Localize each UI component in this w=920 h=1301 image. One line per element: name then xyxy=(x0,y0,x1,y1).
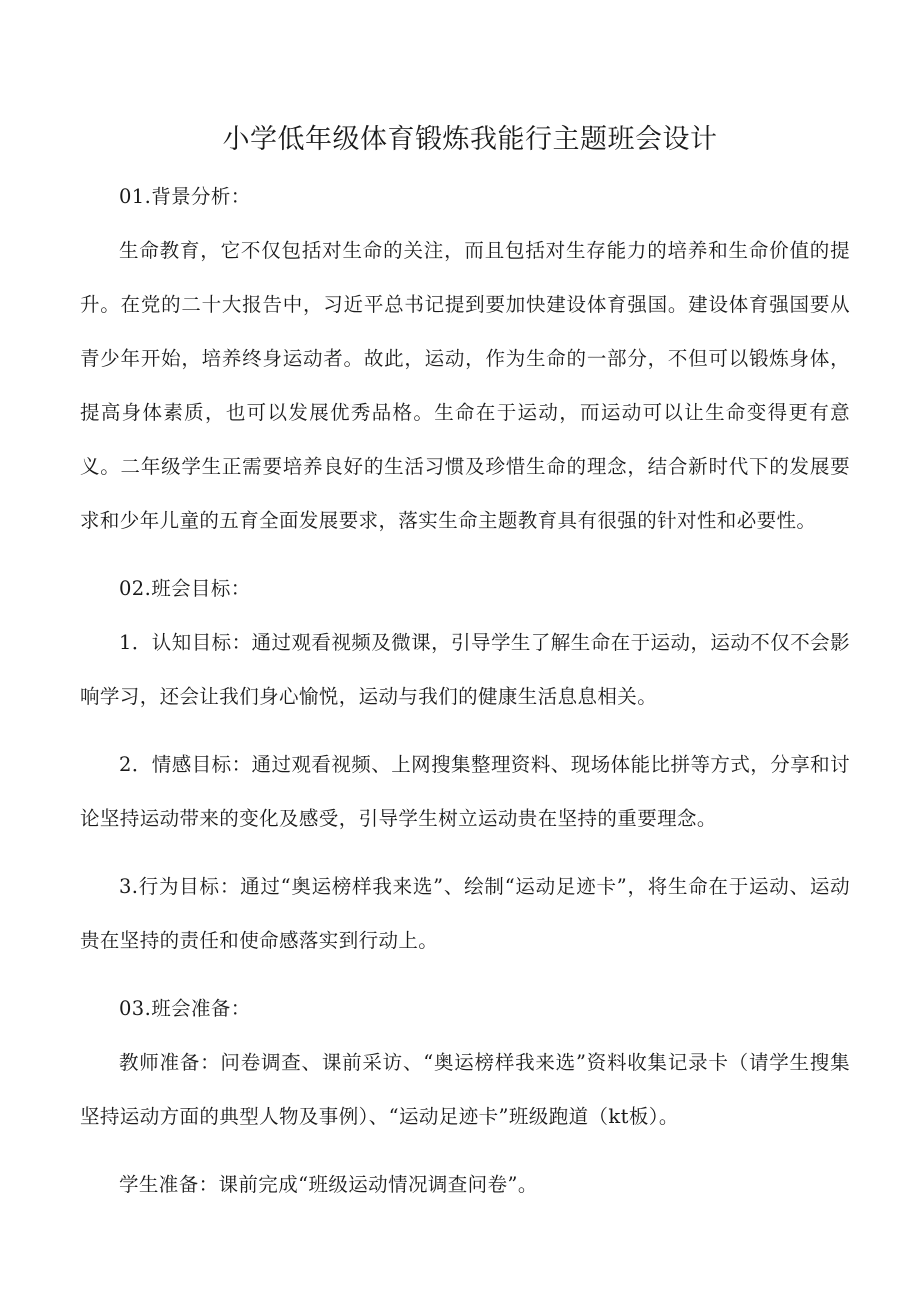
document-page xyxy=(80,118,850,1226)
document-title: 小学低年级体育锻炼我能行主题班会设计 xyxy=(222,124,718,155)
paragraph-teacher-preparation: 教师准备：问卷调查、课前采访、“奥运榜样我来选”资料收集记录卡（请学生搜集坚持运动方面的典型人物及事例）、“运动足迹卡”班级跑道（kt板）。 xyxy=(80,1051,850,1128)
section-heading-goals: 02.班会目标： xyxy=(119,577,251,600)
paragraph-emotional-goal: 2．情感目标：通过观看视频、上网搜集整理资料、现场体能比拼等方式，分享和讨论坚持运动带来的变化及感受，引导学生树立运动贵在坚持的重要理念。 xyxy=(80,753,850,830)
paragraph-cognitive-goal: 1．认知目标：通过观看视频及微课，引导学生了解生命在于运动，运动不仅不会影响学习，还会让我们身心愉悦，运动与我们的健康生活息息相关。 xyxy=(80,631,850,708)
paragraph-background: 生命教育，它不仅包括对生命的关注，而且包括对生存能力的培养和生命价值的提升。在党的二十大报告中，习近平总书记提到要加快建设体育强国。建设体育强国要从青少年开始，培养终身运动者。故此，运动，作为生命的一部分，不但可以锻炼身体，提高身体素质，也可以发展优秀品格。生命在于运动，而运动可以让生命变得更有意义。二年级学生正需要培养良好的生活习惯及珍惜生命的理念，结合新时代下的发展要求和少年儿童的五育全面发展要求，落实生命主题教育具有很强的针对性和必要性。 xyxy=(80,239,850,532)
section-heading-preparation: 03.班会准备： xyxy=(119,997,251,1020)
section-heading-background: 01.背景分析： xyxy=(119,185,251,208)
paragraph-student-preparation: 学生准备：课前完成“班级运动情况调查问卷”。 xyxy=(119,1173,538,1196)
paragraph-behavior-goal: 3.行为目标：通过“奥运榜样我来选”、绘制“运动足迹卡”，将生命在于运动、运动贵在坚持的责任和使命感落实到行动上。 xyxy=(80,875,850,952)
